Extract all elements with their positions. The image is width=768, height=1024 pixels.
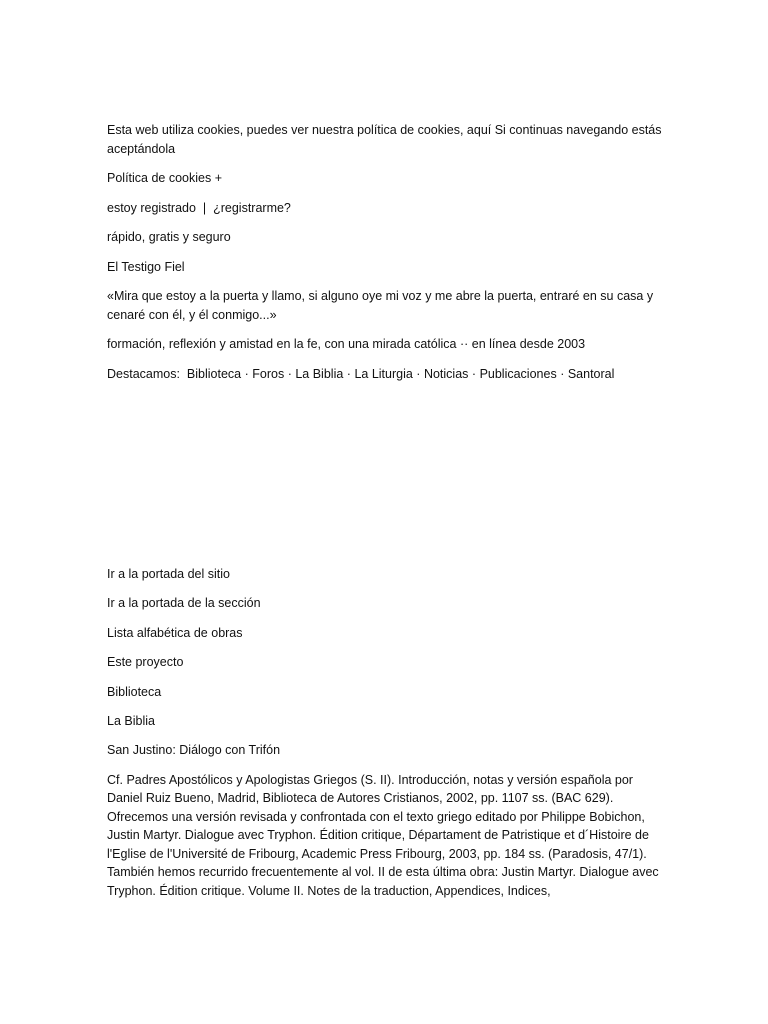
site-quote: «Mira que estoy a la puerta y llamo, si alguno oye mi voz y me abre la puerta, entraré en su casa y cenaré con él, y él conmigo...» bbox=[107, 289, 654, 322]
highlight-la-biblia[interactable]: La Biblia bbox=[295, 366, 344, 381]
highlight-separator: · bbox=[346, 366, 351, 381]
work-source-note: Cf. Padres Apostólicos y Apologistas Griegos (S. II). Introducción, notas y versión española por Daniel Ruiz Bueno, Madrid, Biblioteca de Autores Cristianos, 2002, pp. 1107 ss. (BAC 629). Ofrecemos una versión revisada y confrontada con el texto griego editado por Philippe Bobichon, Justin Martyr. Dialogue avec Tryphon. Édition critique, Départament de Patristique et d´Histoire de l'Eglise de l'Université de Fribourg, Academic Press Fribourg, 2003, pp. 184 ss. (Paradosis, 47/1). También hemos recurrido frecuentemente al vol. II de esta última obra: Justin Martyr. Dialogue avec Tryphon. Édition critique. Volume II. Notes de la traduction, Appendices, Indices, bbox=[107, 772, 659, 898]
highlight-separator: · bbox=[416, 366, 421, 381]
site-name[interactable]: El Testigo Fiel bbox=[107, 259, 185, 274]
highlight-separator: · bbox=[560, 366, 565, 381]
nav-bible-link[interactable]: La Biblia bbox=[107, 713, 155, 728]
spacer bbox=[107, 394, 662, 565]
nav-home-link[interactable]: Ir a la portada del sitio bbox=[107, 567, 230, 581]
highlights-label: Destacamos: bbox=[107, 366, 180, 381]
highlight-noticias[interactable]: Noticias bbox=[423, 366, 469, 381]
work-title: San Justino: Diálogo con Trifón bbox=[107, 743, 281, 758]
nav-project-link[interactable]: Este proyecto bbox=[107, 655, 184, 670]
highlight-separator: · bbox=[244, 366, 249, 381]
highlight-foros[interactable]: Foros bbox=[252, 366, 285, 381]
highlight-la-liturgia[interactable]: La Liturgia bbox=[354, 366, 413, 381]
site-motto: formación, reflexión y amistad en la fe, con una mirada católica ·· en línea desde 2003 bbox=[107, 337, 586, 351]
cookie-policy-link[interactable]: Política de cookies + bbox=[107, 171, 222, 185]
cookie-notice-text: Esta web utiliza cookies, puedes ver nuestra política de cookies, aquí Si continuas navegando estás aceptándola bbox=[107, 123, 662, 156]
nav-library-link[interactable]: Biblioteca bbox=[107, 684, 162, 699]
nav-alpha-list-link[interactable]: Lista alfabética de obras bbox=[107, 625, 243, 640]
page-content bbox=[107, 121, 662, 911]
login-link[interactable]: estoy registrado bbox=[107, 200, 196, 215]
register-tagline: rápido, gratis y seguro bbox=[107, 230, 231, 244]
highlight-santoral[interactable]: Santoral bbox=[567, 366, 615, 381]
highlights-bar bbox=[107, 365, 662, 384]
highlight-separator: · bbox=[287, 366, 292, 381]
account-links bbox=[107, 199, 662, 218]
highlight-biblioteca[interactable]: Biblioteca bbox=[186, 366, 242, 381]
register-link[interactable]: ¿registrarme? bbox=[213, 200, 291, 215]
nav-section-home-link[interactable]: Ir a la portada de la sección bbox=[107, 596, 261, 611]
section-nav bbox=[107, 565, 662, 730]
account-separator: | bbox=[202, 200, 207, 215]
highlight-separator: · bbox=[471, 366, 477, 381]
highlight-publicaciones[interactable]: Publicaciones bbox=[479, 366, 557, 381]
